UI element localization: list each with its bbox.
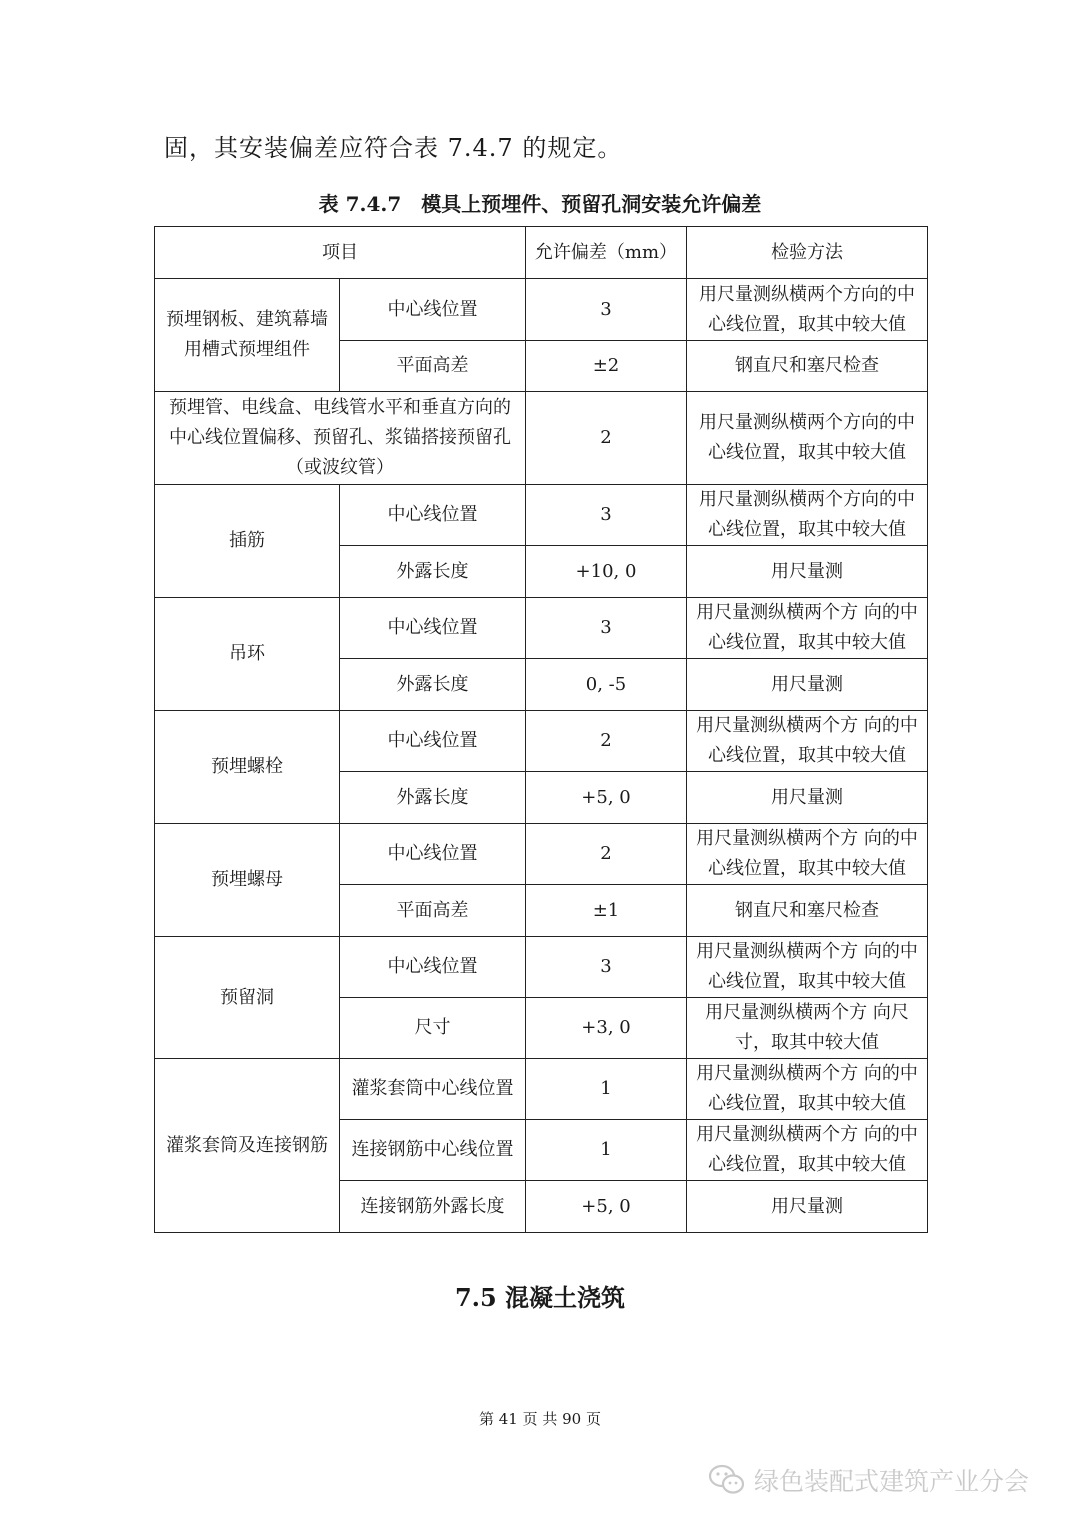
table-row [155,937,928,998]
table-row [155,1059,928,1120]
subitem-cell: 外露长度 [340,659,526,711]
tolerance-cell: 1 [526,1059,687,1120]
method-cell: 钢直尺和塞尺检查 [687,341,928,392]
table-caption: 表 7.4.7 模具上预埋件、预留孔洞安装允许偏差 [318,192,762,216]
table-row [155,711,928,772]
table-row [155,598,928,659]
tolerance-cell: 3 [526,598,687,659]
method-cell: 用尺量测 [687,546,928,598]
watermark [708,1460,1029,1500]
subitem-cell: 尺寸 [340,998,526,1059]
subitem-cell: 灌浆套筒中心线位置 [340,1059,526,1120]
item-cell: 预留洞 [155,937,340,1059]
method-cell: 用尺量测纵横两个方向的中心线位置，取其中较大值 [687,392,928,485]
item-cell: 预埋螺母 [155,824,340,937]
tolerance-cell: ±2 [526,341,687,392]
method-cell: 用尺量测纵横两个方 向的中心线位置，取其中较大值 [687,937,928,998]
subitem-cell: 中心线位置 [340,937,526,998]
tolerance-cell: ±1 [526,885,687,937]
table-row [155,485,928,546]
table-row [155,279,928,341]
subitem-cell: 中心线位置 [340,598,526,659]
method-cell: 用尺量测 [687,659,928,711]
page-footer: 第 41 页 共 90 页 [478,1410,601,1428]
method-cell: 用尺量测纵横两个方 向的中心线位置，取其中较大值 [687,824,928,885]
method-cell: 用尺量测纵横两个方 向的中心线位置，取其中较大值 [687,711,928,772]
tolerance-cell: +3, 0 [526,998,687,1059]
tolerance-cell: 1 [526,1120,687,1181]
tolerance-table [154,226,928,1233]
intro-text: 固，其安装偏差应符合表 7.4.7 的规定。 [164,134,623,162]
tolerance-cell: 3 [526,937,687,998]
wechat-icon [708,1464,746,1496]
table-row [155,392,928,485]
method-cell: 用尺量测纵横两个方向的中心线位置，取其中较大值 [687,485,928,546]
method-cell: 用尺量测纵横两个方 向的中心线位置，取其中较大值 [687,1059,928,1120]
header-tolerance: 允许偏差（mm） [526,227,687,279]
item-cell: 插筋 [155,485,340,598]
subitem-cell: 外露长度 [340,546,526,598]
table-header-row [155,227,928,279]
subitem-cell: 平面高差 [340,341,526,392]
tolerance-cell: 2 [526,824,687,885]
item-cell: 吊环 [155,598,340,711]
watermark-text: 绿色装配式建筑产业分会 [754,1467,1030,1496]
subitem-cell: 平面高差 [340,885,526,937]
subitem-cell: 外露长度 [340,772,526,824]
tolerance-cell: +5, 0 [526,1181,687,1233]
method-cell: 用尺量测纵横两个方 向的中心线位置，取其中较大值 [687,1120,928,1181]
tolerance-cell: 0, -5 [526,659,687,711]
subitem-cell: 中心线位置 [340,824,526,885]
method-cell: 用尺量测纵横两个方 向尺寸，取其中较大值 [687,998,928,1059]
method-cell: 钢直尺和塞尺检查 [687,885,928,937]
method-cell: 用尺量测 [687,1181,928,1233]
tolerance-cell: 3 [526,485,687,546]
method-cell: 用尺量测 [687,772,928,824]
item-cell: 灌浆套筒及连接钢筋 [155,1059,340,1233]
subitem-cell: 连接钢筋中心线位置 [340,1120,526,1181]
section-title: 7.5 混凝土浇筑 [454,1283,626,1312]
method-cell: 用尺量测纵横两个方向的中心线位置，取其中较大值 [687,279,928,341]
tolerance-cell: 2 [526,392,687,485]
subitem-cell: 连接钢筋外露长度 [340,1181,526,1233]
item-cell: 预埋钢板、建筑幕墙用槽式预埋组件 [155,279,340,392]
header-method: 检验方法 [687,227,928,279]
item-cell: 预埋管、电线盒、电线管水平和垂直方向的中心线位置偏移、预留孔、浆锚搭接预留孔（或波纹管） [155,392,526,485]
tolerance-cell: 3 [526,279,687,341]
subitem-cell: 中心线位置 [340,485,526,546]
tolerance-cell: +5, 0 [526,772,687,824]
subitem-cell: 中心线位置 [340,279,526,341]
item-cell: 预埋螺栓 [155,711,340,824]
table-row [155,824,928,885]
method-cell: 用尺量测纵横两个方 向的中心线位置，取其中较大值 [687,598,928,659]
header-item: 项目 [155,227,526,279]
tolerance-cell: +10, 0 [526,546,687,598]
tolerance-cell: 2 [526,711,687,772]
subitem-cell: 中心线位置 [340,711,526,772]
